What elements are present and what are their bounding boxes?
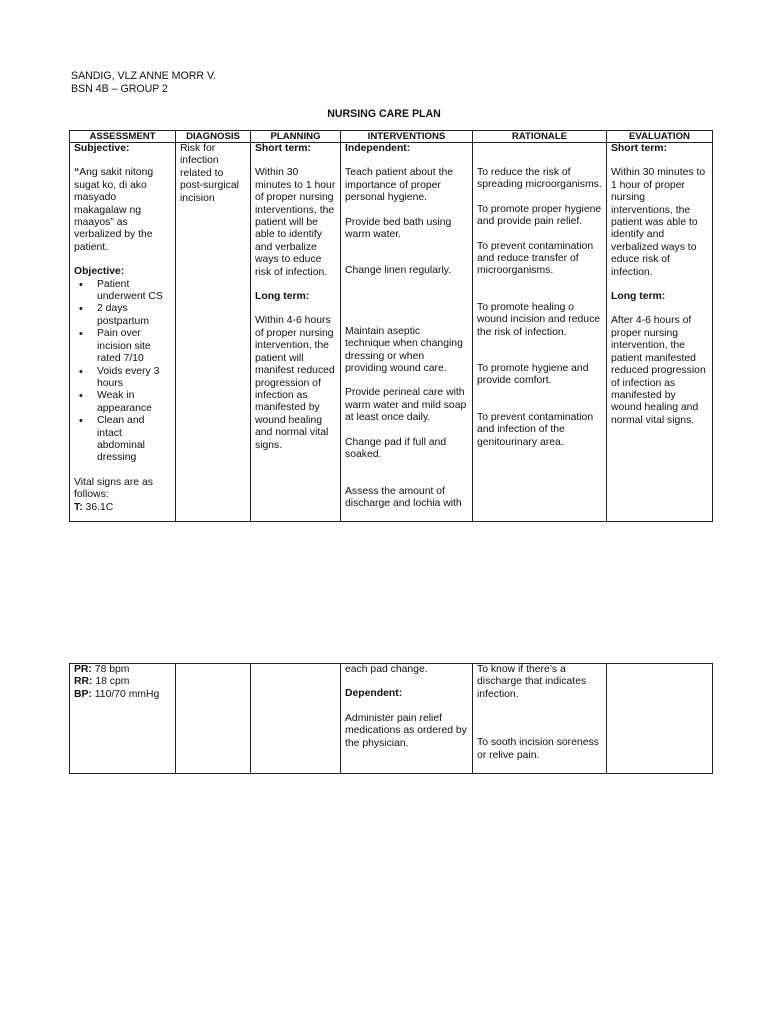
rationale-item: To prevent contamination and infection of the genitourinary area.: [477, 411, 594, 448]
independent-heading: Independent:: [345, 143, 411, 154]
rationale-item: To know if there’s a discharge that indicates infection.: [477, 664, 587, 700]
list-item: • Patient underwent CS: [97, 279, 171, 304]
intervention-item: Teach patient about the importance of proper personal hygiene.: [345, 167, 454, 204]
column-header-assessment: ASSESSMENT: [70, 131, 176, 143]
rationale-item: To promote healing o wound incision and reduce the risk of infection.: [477, 301, 601, 338]
intervention-item-continued: each pad change.: [345, 664, 428, 675]
vital-temperature: T: 36.1C: [74, 501, 114, 513]
intervention-item: Provide bed bath using warm water.: [345, 216, 452, 241]
column-header-evaluation: EVALUATION: [607, 131, 713, 143]
planning-cell: [251, 143, 341, 522]
diagnosis-cell: Risk for infection related to post-surgical incision: [176, 143, 251, 522]
planning-short-text: Within 30 minutes to 1 hour of proper nursing interventions, the patient will be able to identify and verbalize ways to educe risk of infection.: [255, 167, 336, 278]
care-plan-table: [69, 130, 713, 522]
table-row: [70, 664, 713, 774]
list-item: • 2 days postpartum: [97, 303, 171, 328]
diagnosis-cell-continued: [176, 664, 251, 774]
intervention-item: Change pad if full and soaked.: [345, 436, 447, 461]
care-plan-table-continued: [69, 663, 713, 774]
vitals-intro: Vital signs are as follows:: [74, 476, 153, 501]
rationale-item: To prevent contamination and reduce transfer of microorganisms.: [477, 240, 594, 277]
planning-long-heading: Long term:: [255, 291, 310, 303]
table-header-row: [70, 131, 713, 143]
student-group: BSN 4B – GROUP 2: [71, 83, 168, 95]
planning-cell-continued: [251, 664, 341, 774]
evaluation-long-text: After 4-6 hours of proper nursing intervention, the patient manifested reduced progression of infection as manifested by wound healing and normal vital signs.: [611, 315, 706, 426]
column-header-interventions: INTERVENTIONS: [341, 131, 473, 143]
list-item: • Clean and intact abdominal dressing: [97, 415, 171, 465]
vital-pulse: PR: 78 bpm: [74, 664, 130, 675]
interventions-cell: [341, 143, 473, 522]
intervention-item: Provide perineal care with warm water and mild soap at least once daily.: [345, 387, 467, 424]
dependent-heading: Dependent:: [345, 688, 403, 700]
evaluation-cell: [607, 143, 713, 522]
table-row: [70, 143, 713, 522]
intervention-item: Maintain aseptic technique when changing dressing or when providing wound care.: [345, 325, 463, 375]
planning-long-text: Within 4-6 hours of proper nursing intervention, the patient will manifest reduced progression of infection as manifested by wound healing and normal vital signs.: [255, 315, 335, 451]
vital-respiration: RR: 18 cpm: [74, 676, 130, 688]
rationale-cell: [473, 143, 607, 522]
vital-blood-pressure: BP: 110/70 mmHg: [74, 688, 160, 700]
rationale-item: To promote hygiene and provide comfort.: [477, 363, 589, 387]
rationale-item: To reduce the risk of spreading microorganisms.: [477, 167, 602, 191]
rationale-cell-continued: [473, 664, 607, 774]
column-header-diagnosis: DIAGNOSIS: [176, 131, 251, 143]
list-item: • Voids every 3 hours: [97, 366, 171, 391]
evaluation-short-text: Within 30 minutes to 1 hour of proper nursing interventions, the patient was able to identify and verbalized ways to educe risk of infection.: [611, 167, 706, 278]
assessment-cell: [70, 143, 176, 522]
subjective-heading: Subjective:: [74, 143, 130, 154]
objective-list: [74, 279, 171, 465]
rationale-item: To sooth incision soreness or relive pain.: [477, 737, 599, 761]
planning-short-heading: Short term:: [255, 143, 311, 154]
dependent-item: Administer pain relief medications as ordered by the physician.: [345, 712, 467, 749]
evaluation-short-heading: Short term:: [611, 143, 667, 154]
student-name: SANDIG, VLZ ANNE MORR V.: [71, 70, 217, 82]
assessment-cell-continued: [70, 664, 176, 774]
rationale-item: To promote proper hygiene and provide pain relief.: [477, 203, 602, 228]
intervention-item: Assess the amount of discharge and lochia with: [345, 485, 462, 509]
intervention-item: Change linen regularly.: [345, 265, 452, 277]
evaluation-cell-continued: [607, 664, 713, 774]
objective-heading: Objective:: [74, 266, 125, 278]
list-item: • Pain over incision site rated 7/10: [97, 328, 171, 365]
interventions-cell-continued: [341, 664, 473, 774]
column-header-rationale: RATIONALE: [473, 131, 607, 143]
evaluation-long-heading: Long term:: [611, 291, 666, 303]
list-item: • Weak in appearance: [97, 390, 171, 415]
subjective-text: “Ang sakit nitong sugat ko, di ako masyado makagalaw ng maayos” as verbalized by the patient.: [74, 167, 154, 253]
column-header-planning: PLANNING: [251, 131, 341, 143]
document-title: NURSING CARE PLAN: [327, 108, 441, 120]
